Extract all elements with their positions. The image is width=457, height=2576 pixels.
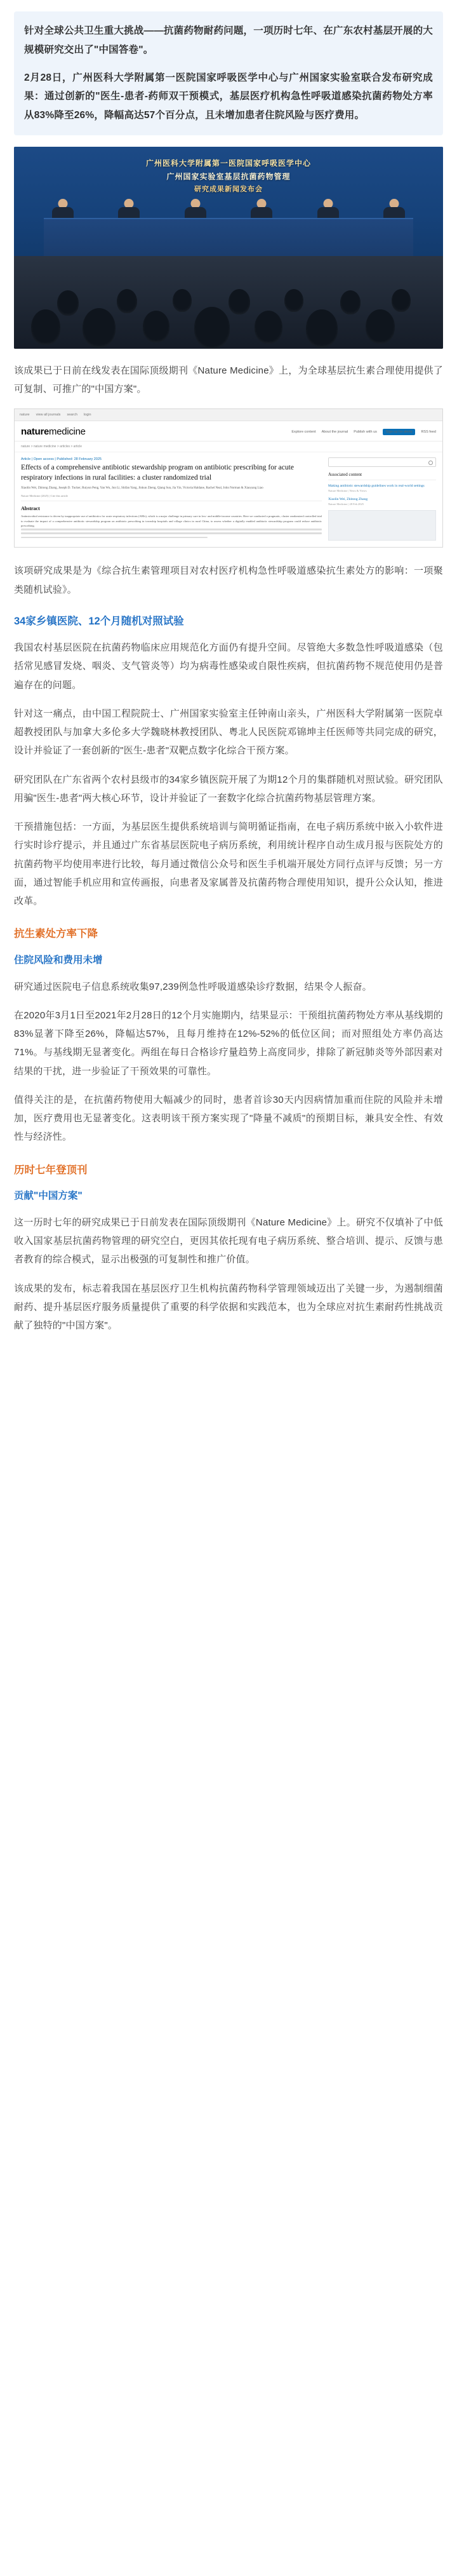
audience-head — [284, 289, 303, 312]
photo-banner-text — [61, 157, 395, 196]
abstract-text: Antimicrobial resistance is driven by inappropriate use of antibiotics for acute respiratory infections (ARIs), which is a major challenge in primary care in low- and middle-income countries. Here we conducted a pragmatic, cluster randomized controlled trial to evaluate the impact of a comprehensive antibiotic stewardship program on antibiotic prescribing in township hospitals and village clinics in rural China, to assess whether a digitally enabled antibiotic stewardship program could reduce antibiotic prescribing. — [21, 514, 322, 528]
section-2-paragraph-3: 值得关注的是，在抗菌药物使用大幅减少的同时，患者首诊30天内因病情加重而住院的风险并未增加，医疗费用也无显著变化。这表明该干预方案实现了"降量不减质"的预期目标，兼具安全性、有效性与经济性。 — [14, 1094, 443, 1143]
audience-head — [340, 290, 361, 314]
logo-prefix: nature — [21, 426, 50, 438]
journal-nav — [291, 429, 436, 435]
nav-rss: RSS feed — [421, 429, 436, 434]
article-citation-meta: Nature Medicine (2025) | Cite this article — [21, 494, 322, 501]
sidebar-item-detail: Nature Medicine | 28 Feb 2025 — [328, 502, 364, 506]
paragraph-after-photo: 该成果已于日前在线发表在国际顶级期刊《Nature Medicine》上，为全球基层抗生素合理使用提供了可复制、可推广的"中国方案"。 — [14, 365, 443, 394]
topbar-item: login — [83, 413, 91, 417]
journal-masthead — [15, 421, 442, 442]
topbar-item: nature — [20, 413, 30, 417]
topbar-item: search — [67, 413, 77, 417]
journal-article-screenshot — [14, 408, 443, 548]
section-3-subheading: 贡献"中国方案" — [14, 1190, 83, 1201]
article-title: Effects of a comprehensive antibiotic stewardship program on antibiotic prescribing for acute respiratory infections in rural facilities: a cluster randomized trial — [21, 464, 294, 482]
section-2-heading: 抗生素处方率下降 — [14, 928, 98, 940]
journal-topbar — [15, 409, 442, 421]
journal-sidebar — [328, 457, 436, 541]
audience-head — [228, 289, 250, 314]
section-1-paragraph-2: 针对这一痛点，由中国工程院院士、广州国家实验室主任钟南山亲头，广州医科大学附属第一医院卓超教授团队与加拿大多伦多大学魏晓林教授团队、粤北人民医院邓锦坤主任医师等共同完成的研究，设计并验证了一套创新的"医生-患者"双靶点数字化综合干预方案。 — [14, 708, 443, 757]
topbar-item: view all journals — [36, 413, 61, 417]
section-1-paragraph-4: 干预措施包括：一方面，为基层医生提供系统培训与简明循证指南，在电子病历系统中嵌入小软件进行实时诊疗提示，并且通过广东省基层医院电子病历系统，利用统计程序自动生成月报与医院处方的抗菌药物平均使用率进行比较，每月通过微信公众号和医生手机端开展处方同行点评与反馈；另一方面，通过智能手机应用和宣传画报，向患者及家属普及抗菌药物合理使用知识，提升公众认知，推进改革。 — [14, 821, 443, 907]
sidebar-heading: Associated content — [328, 472, 436, 480]
sidebar-item-detail: Nature Medicine | News & Views — [328, 489, 367, 492]
abstract-placeholder-lines — [21, 529, 322, 538]
audience-head — [366, 309, 395, 344]
logo-suffix: medicine — [49, 426, 86, 438]
article-authors: Xiaolin Wei, Zhitong Zhang, Joseph D. Tucker, Ruiyun Peng, Yan Wu, Jun Li, Shifan Yang, Jinkun Zheng, Qiang Sun, Jia Yin, Victoria Haldane, Rachel Neal, John Norman & Xiaoyang Liao — [21, 487, 263, 490]
panelists-row — [48, 199, 409, 220]
audience-head — [392, 289, 411, 312]
abstract-heading: Abstract — [21, 505, 40, 511]
journal-article-main — [21, 457, 322, 541]
sidebar-item — [328, 483, 436, 493]
banner-line-2: 广州国家实验室基层抗菌药物管理 — [166, 172, 291, 181]
panelist — [48, 199, 77, 220]
panelist — [380, 199, 409, 220]
panelist — [314, 199, 343, 220]
journal-search-input — [328, 457, 436, 467]
article-kicker: Article | Open access | Published: 28 February 2025 — [21, 457, 102, 462]
audience-head — [306, 309, 338, 347]
nav-signup-button: Sign up for alerts — [383, 429, 416, 435]
nature-medicine-logo — [21, 426, 86, 437]
section-3-paragraph-2: 该成果的发布，标志着我国在基层医疗卫生机构抗菌药物科学管理领域迈出了关键一步，为遏制细菌耐药、提升基层医疗服务质量提供了重要的科学依据和实践范本，也为全球应对抗生素耐药性挑战贡献了独特的"中国方案"。 — [14, 1283, 443, 1332]
section-1-heading: 34家乡镇医院、12个月随机对照试验 — [14, 615, 184, 627]
placeholder-line — [21, 537, 208, 539]
section-1-paragraph-3: 研究团队在广东省两个农村县级市的34家乡镇医院开展了为期12个月的集群随机对照试验。研究团队用骗"医生-患者"两大核心环节，设计并验证了一套数字化综合抗菌药物基层管理方案。 — [14, 774, 443, 804]
panelist — [114, 199, 143, 220]
banner-line-3: 研究成果新闻发布会 — [194, 185, 263, 193]
sidebar-figure-thumbnail — [328, 510, 436, 541]
section-3-heading: 历时七年登顶刊 — [14, 1164, 88, 1176]
audience-head — [143, 311, 169, 342]
section-1-paragraph-1: 我国农村基层医院在抗菌药物临床应用规范化方面仍有提升空间。尽管绝大多数急性呼吸道感染（包括常见感冒发烧、咽炎、支气管炎等）均为病毒性感染或自限性疾病，但抗菌药物不规范使用仍是普遍存在的问题。 — [14, 642, 443, 691]
audience-area — [14, 256, 443, 349]
journal-breadcrumb: nature > nature medicine > articles > article — [15, 442, 442, 452]
panelist — [247, 199, 276, 220]
audience-head — [255, 311, 282, 344]
panelist — [181, 199, 210, 220]
section-2-paragraph-1: 研究通过医院电子信息系统收集97,239例急性呼吸道感染诊疗数据，结果令人振奋。 — [14, 981, 372, 992]
section-2-subheading: 住院风险和费用未增 — [14, 954, 103, 966]
nav-item-publish: Publish with us — [354, 429, 377, 434]
audience-head — [57, 290, 79, 316]
audience-head — [173, 289, 192, 312]
sidebar-item-title: Making antibiotic stewardship guidelines work in real-world settings — [328, 484, 425, 489]
nav-item-about: About the journal — [321, 429, 348, 434]
banner-line-1: 广州医科大学附属第一医院国家呼吸医学中心 — [145, 158, 312, 168]
sidebar-item — [328, 497, 436, 506]
section-3-paragraph-1: 这一历时七年的研究成果已于日前发表在国际顶级期刊《Nature Medicine》上。研究不仅填补了中低收入国家基层抗菌药物管理的研究空白，更因其依托现有电子病历系统、整合培训、提示、反馈与患者教育的综合模式，显示出极强的可复制性和推广价值。 — [14, 1217, 443, 1265]
nav-item-explore: Explore content — [291, 429, 316, 434]
panel-table — [44, 218, 413, 259]
audience-head — [83, 308, 116, 347]
sidebar-item-title: Xiaolin Wei, Zhitong Zhang — [328, 497, 368, 502]
audience-head — [31, 309, 60, 345]
journal-content — [15, 452, 442, 547]
press-conference-photo — [14, 147, 443, 349]
placeholder-line — [21, 532, 322, 534]
paragraph-after-journal: 该项研究成果是为《综合抗生素管理项目对农村医疗机构急性呼吸道感染抗生素处方的影响：一项聚类随机试验》。 — [14, 565, 443, 595]
page-bottom-spacer — [14, 1345, 443, 1349]
lead-paragraph-1: 针对全球公共卫生重大挑战——抗菌药物耐药问题，一项历时七年、在广东农村基层开展的大规模研究交出了"中国答卷"。 — [24, 25, 433, 55]
section-2-paragraph-2: 在2020年3月1日至2021年2月28日的12个月实施期内，结果显示：干预组抗菌药物处方率从基线期的83%显著下降至26%，降幅达57%，且每月维持在12%-52%的低位区间；而对照组处方率仍高达71%。与基线期无显著变化。两组在每日合格诊疗量趋势上高度同步，排除了新冠肺炎等外部因素对结果的干扰，进一步验证了干预效果的可靠性。 — [14, 1009, 443, 1077]
placeholder-line — [21, 529, 322, 530]
audience-head — [117, 289, 137, 313]
lead-paragraph-2: 2月28日，广州医科大学附属第一医院国家呼吸医学中心与广州国家实验室联合发布研究成果：通过创新的"医生-患者-药师双干预模式，基层医疗机构急性呼吸道感染抗菌药物处方率从83%降至26%，降幅高达57个百分点，且未增加患者住院风险与医疗费用。 — [24, 72, 433, 121]
lead-summary-box — [14, 11, 443, 135]
audience-head — [194, 307, 230, 349]
